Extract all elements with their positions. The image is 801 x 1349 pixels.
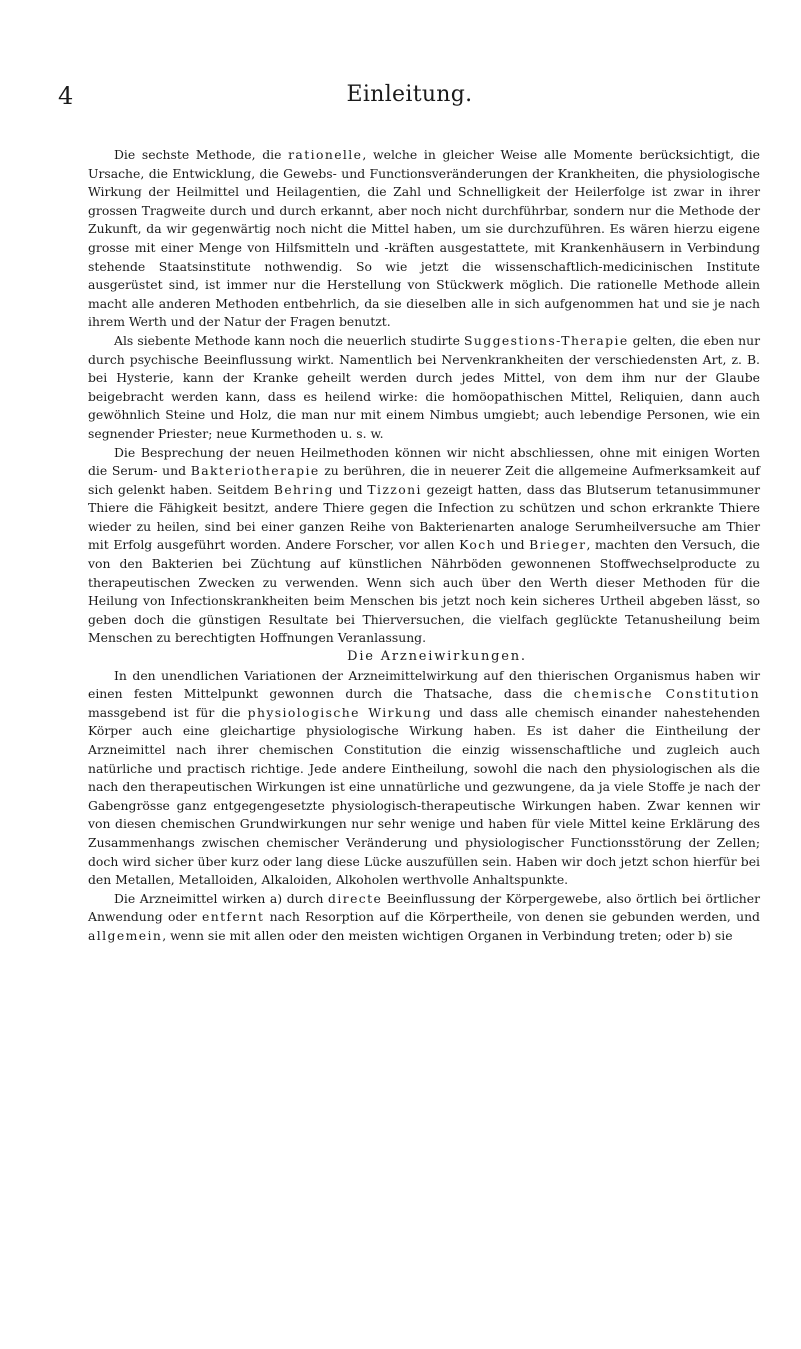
page-header: [58, 82, 761, 112]
text-run: zu berühren, die in neuerer Zeit die allgemeine Aufmerksamkeit auf sich gelenkt haben. Seitdem: [88, 463, 760, 497]
text-run: , wenn sie mit allen oder den meisten wichtigen Organen in Verbindung treten; oder b) sie: [162, 927, 733, 943]
text-run: und: [496, 537, 530, 553]
paragraph-serum-therapy: [88, 444, 760, 649]
text-run: , machten den Versuch, die von den Bakterien bei Züchtung auf künstlichen Nährböden gewonnenen Stoffwechselproducte zu therapeutischen Zwecken zu verwenden. Wenn sich auch über den Werth dieser Methoden für die Heilung von Infectionskrankheiten beim Menschen bis jetzt noch kein sicheres Urtheil abgeben lässt, so geben doch die günstigen Resultate bei Thierversuchen, die vielfach geglückte Tetanusheilung beim Menschen zu berechtigten Hoffnungen Veranlassung.: [88, 537, 760, 646]
text-run: und: [333, 481, 368, 497]
paragraph-rational-method: [88, 146, 760, 332]
text-run: Die Arzneimittel wirken a) durch: [114, 890, 329, 906]
spaced-term: Bakteriotherapie: [190, 463, 320, 479]
text-run: Als siebente Methode kann noch die neuerlich studirte: [114, 332, 464, 348]
running-title: Einleitung.: [346, 82, 473, 107]
spaced-term: Tizzoni: [367, 481, 422, 497]
text-run: Die sechste Methode, die: [114, 147, 289, 162]
text-run: Die Besprechung der neuen Heilmethoden können wir nicht abschliessen, ohne mit einigen Worten die Serum- und: [88, 444, 760, 479]
spaced-term: Brieger: [529, 537, 587, 553]
text-run: massgebend ist für die: [88, 704, 248, 720]
text-run: und dass alle chemisch einander nahestehenden Körper auch eine gleichartige physiologische Wirkung haben. Es ist daher die Eintheilung der Arzneimittel nach ihrer chemischen Constitution die einzig wissenschaftliche und zugleich auch natürliche und practisch richtige. Jede andere Eintheilung, sowohl die nach den physiologischen als die nach den therapeutischen Wirkungen ist eine unnatürliche und gezwungene, da ja viele Stoffe je nach der Gabengrösse ganz entgegengesetzte physiologisch-therapeutische Wirkungen haben. Zwar kennen wir von diesen chemischen Grundwirkungen nur sehr wenige und haben für viele Mittel keine Erklärung des Zusammenhangs zwischen chemischer Veränderung und physiologischer Functionsstörung der Zellen; doch wird sicher über kurz oder lang diese Lücke auszufüllen sein. Haben wir doch jetzt schon hierfür bei den Metallen, Metalloiden, Alkaloiden, Alkoholen werthvolle Anhaltspunkte.: [88, 704, 760, 888]
paragraph-drug-effects: [88, 667, 760, 890]
text-run: gezeigt hatten, dass das Blutserum tetanusimmuner Thiere die Fähigkeit besitzt, andere Thiere gegen die Infection zu schützen und schon erkrankte Thiere wieder zu heilen, sind bei einer ganzen Reihe von Bakterienarten analoge Serumheilversuche am Thier mit Erfolg ausgeführt worden. Andere Forscher, vor allen: [88, 481, 760, 553]
body-text: [88, 146, 760, 946]
spaced-term: Koch: [459, 537, 496, 553]
text-run: gelten, die eben nur durch psychische Beeinflussung wirkt. Namentlich bei Nervenkrankheiten der verschiedensten Art, z. B. bei Hysterie, kann der Kranke geheilt werden durch jedes Mittel, von dem ihm nur der Glaube beigebracht werden kann, dass es heilend wirke: die homöopathischen Mittel, Reliquien, dann auch gewöhnlich Steine und Holz, die man nur mit einem Nimbus umgiebt; auch lebendige Personen, wie ein segnender Priester; neue Kurmethoden u. s. w.: [88, 332, 760, 441]
spaced-term: chemische Constitution: [573, 686, 760, 702]
paragraph-drug-action: [88, 890, 760, 946]
spaced-term: physiologische Wirkung: [247, 704, 432, 720]
spaced-term: Behring: [273, 481, 334, 497]
spaced-term: entfernt: [201, 909, 265, 925]
spaced-term: rationelle: [288, 147, 363, 162]
paragraph-suggestion-therapy: [88, 332, 760, 444]
spaced-term: allgemein: [88, 927, 163, 943]
text-run: nach Resorption auf die Körpertheile, von denen sie gebunden werden, und: [264, 909, 760, 925]
section-heading: Die Arzneiwirkungen.: [347, 649, 527, 665]
spaced-term: Suggestions-Therapie: [463, 332, 629, 348]
text-run: Beeinflussung der Körpergewebe, also örtlich bei örtlicher Anwendung oder: [88, 890, 760, 925]
spaced-term: directe: [328, 890, 383, 906]
text-run: In den unendlichen Variationen der Arzneimittelwirkung auf den thierischen Organismus haben wir einen festen Mittelpunkt gewonnen durch die Thatsache, dass die: [88, 667, 760, 702]
text-run: , welche in gleicher Weise alle Momente berücksichtigt, die Ursache, die Entwicklung, die Gewebs- und Functionsveränderungen der Krankheiten, die physiologische Wirkung der Heilmittel und Heilagentien, die Zahl und Schnelligkeit der Heilerfolge ist zwar in ihrer grossen Tragweite durch und durch erkannt, aber noch nicht durchführbar, sondern nur die Methode der Zukunft, da wir gegenwärtig noch nicht die Mittel haben, um sie durchzuführen. Es wären hierzu eigene grosse mit einer Menge von Hilfsmitteln und -kräften ausgestattete, mit Krankenhäusern in Verbindung stehende Staatsinstitute nothwendig. So wie jetzt die wissenschaftlich-medicinischen Institute ausgerüstet sind, ist immer nur die Herstellung von Stückwerk möglich. Die rationelle Methode allein macht alle anderen Methoden entbehrlich, da sie dieselben alle in sich aufgenommen hat und sie je nach ihrem Werth und der Natur der Fragen benutzt.: [88, 147, 760, 330]
page-number: 4: [58, 82, 74, 110]
